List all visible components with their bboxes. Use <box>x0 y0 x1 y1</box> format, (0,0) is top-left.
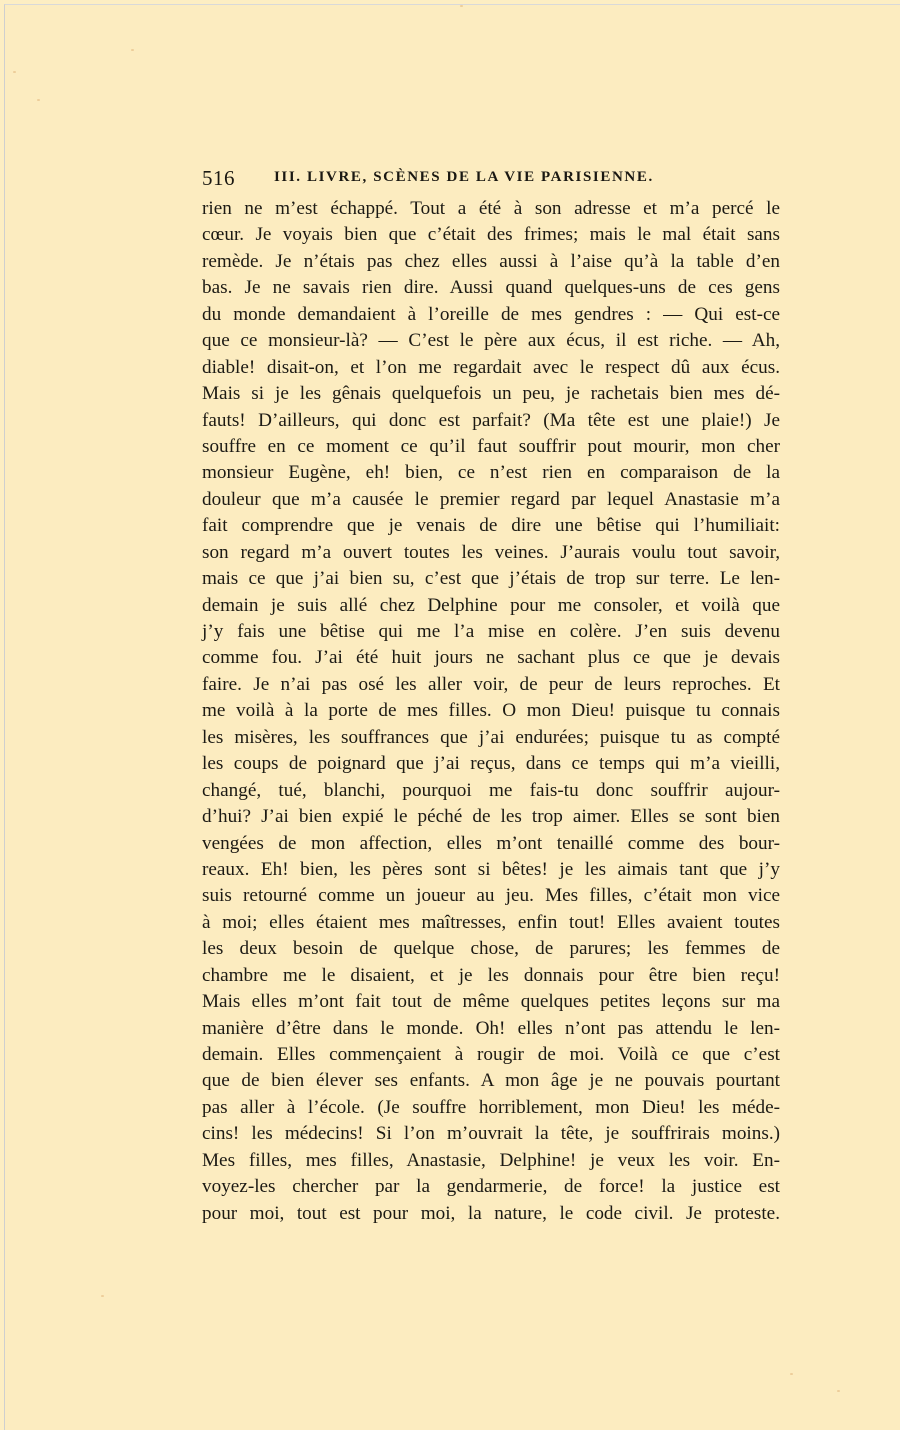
text-line: demain. Elles commençaient à rougir de moi. Voilà ce que c’est <box>202 1044 780 1065</box>
text-line: fait comprendre que je venais de dire une bêtise qui l’humiliait: <box>202 515 780 537</box>
text-line: me voilà à la porte de mes filles. O mon Dieu! puisque tu connais <box>202 700 780 722</box>
text-line: bas. Je ne savais rien dire. Aussi quand quelques-uns de ces gens <box>202 277 780 299</box>
text-line: souffre en ce moment ce qu’il faut souffrir pout mourir, mon cher <box>202 435 780 457</box>
text-line: pour moi, tout est pour moi, la nature, le code civil. Je proteste. <box>202 1202 780 1224</box>
paper-speck <box>131 49 134 51</box>
text-line: que de bien élever ses enfants. A mon âge je ne pouvais pourtant <box>202 1070 780 1092</box>
text-line: mais ce que j’ai bien su, c’est que j’étais de trop sur terre. Le len- <box>202 568 780 590</box>
text-line: que ce monsieur-là? — C’est le père aux écus, il est riche. — Ah, <box>202 330 780 352</box>
text-line: les deux besoin de quelque chose, de parures; les femmes de <box>202 938 780 960</box>
text-line: d’hui? J’ai bien expié le péché de les trop aimer. Elles se sont bien <box>202 806 780 828</box>
page-number: 516 <box>202 166 235 190</box>
text-line: changé, tué, blanchi, pourquoi me fais-tu donc souffrir aujour- <box>202 779 780 801</box>
text-line: diable! disait-on, et l’on me regardait avec le respect dû aux écus. <box>202 356 780 378</box>
text-line: cœur. Je voyais bien que c’était des frimes; mais le mal était sans <box>202 224 780 246</box>
text-line: Mais si je les gênais quelquefois un peu, je rachetais bien mes dé- <box>202 383 780 405</box>
paper-speck <box>101 1295 104 1297</box>
text-line: chambre me le disaient, et je les donnais pour être bien reçu! <box>202 964 780 986</box>
text-line: les coups de poignard que j’ai reçus, dans ce temps qui m’a vieilli, <box>202 753 780 775</box>
paper-speck <box>13 71 16 73</box>
text-line: comme fou. J’ai été huit jours ne sachant plus ce que je devais <box>202 647 780 669</box>
body-text <box>202 196 780 1227</box>
text-line: j’y fais une bêtise qui me l’a mise en colère. J’en suis devenu <box>202 621 780 642</box>
text-line: cins! les médecins! Si l’on m’ouvrait la tête, je souffrirais moins.) <box>202 1123 780 1145</box>
text-line: son regard m’a ouvert toutes les veines. J’aurais voulu tout savoir, <box>202 541 780 563</box>
text-line: manière d’être dans le monde. Oh! elles n’ont pas attendu le len- <box>202 1017 780 1039</box>
text-line: rien ne m’est échappé. Tout a été à son adresse et m’a percé le <box>202 198 780 219</box>
text-line: remède. Je n’étais pas chez elles aussi à l’aise qu’à la table d’en <box>202 250 780 272</box>
paper-speck <box>460 5 463 7</box>
text-line: vengées de mon affection, elles m’ont tenaillé comme des bour- <box>202 832 780 854</box>
text-line: Mes filles, mes filles, Anastasie, Delphine! je veux les voir. En- <box>202 1149 780 1171</box>
text-line: pas aller à l’école. (Je souffre horriblement, mon Dieu! les méde- <box>202 1096 780 1118</box>
text-line: faire. Je n’ai pas osé les aller voir, de peur de leurs reproches. Et <box>202 673 780 695</box>
text-line: à moi; elles étaient mes maîtresses, enfin tout! Elles avaient toutes <box>202 911 780 933</box>
text-line: Mais elles m’ont fait tout de même quelques petites leçons sur ma <box>202 991 780 1013</box>
text-line: demain je suis allé chez Delphine pour me consoler, et voilà que <box>202 594 780 616</box>
paper-speck <box>837 1390 840 1392</box>
paper-speck <box>790 1373 793 1375</box>
text-line: voyez-les chercher par la gendarmerie, de force! la justice est <box>202 1176 780 1198</box>
text-line: fauts! D’ailleurs, qui donc est parfait? (Ma tête est une plaie!) Je <box>202 409 780 431</box>
text-line: reaux. Eh! bien, les pères sont si bêtes! je les aimais tant que j’y <box>202 858 780 880</box>
text-line: monsieur Eugène, eh! bien, ce n’est rien en comparaison de la <box>202 462 780 484</box>
text-line: du monde demandaient à l’oreille de mes gendres : — Qui est-ce <box>202 303 780 325</box>
page-header <box>202 166 780 192</box>
paper-speck <box>37 99 40 101</box>
text-line: douleur que m’a causée le premier regard par lequel Anastasie m’a <box>202 488 780 510</box>
text-line: les misères, les souffrances que j’ai endurées; puisque tu as compté <box>202 726 780 748</box>
text-line: suis retourné comme un joueur au jeu. Mes filles, c’était mon vice <box>202 885 780 907</box>
running-head: III. LIVRE, SCÈNES DE LA VIE PARISIENNE. <box>274 169 654 185</box>
